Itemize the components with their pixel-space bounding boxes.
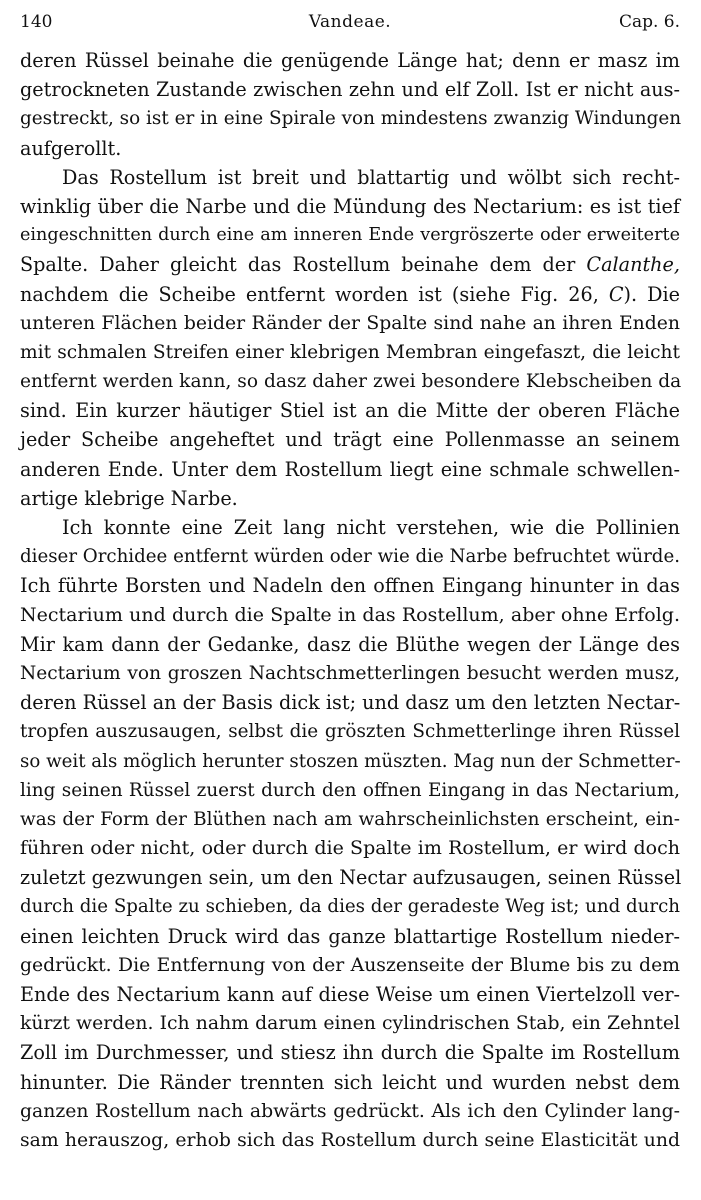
text-line: gestreckt, so ist er in eine Spirale von mindestens zwanzig Windungen [20, 108, 682, 130]
text-line [20, 250, 680, 279]
text-line: entfernt werden kann, so dasz daher zwei besondere Klebscheiben da [20, 371, 682, 393]
text-line: kürzt werden. Ich nahm darum einen cylindrischen Stab, ein Zehntel [20, 1013, 680, 1035]
text-line: aufgerollt. [20, 136, 122, 160]
text-line: getrockneten Zustande zwischen zehn und elf Zoll. Ist er nicht aus- [20, 78, 680, 102]
paragraph-1 [20, 46, 680, 163]
text-line: gedrückt. Die Entfernung von der Auszenseite der Blume bis zu dem [20, 954, 680, 976]
text-line: Das Rostellum ist breit und blattartig und wölbt sich recht- [62, 165, 680, 189]
text-line: Zoll im Durchmesser, und stiesz ihn durch die Spalte im Rostellum [20, 1041, 680, 1065]
text-line: deren Rüssel an der Basis dick ist; und dasz um den letzten Nectar- [20, 691, 681, 715]
text-line: ling seinen Rüssel zuerst durch den offnen Eingang in das Nectarium, [20, 779, 680, 801]
text-line: sam herauszog, erhob sich das Rostellum durch seine Elasticität und [20, 1129, 680, 1151]
text-line: Nectarium und durch die Spalte in das Rostellum, aber ohne Erfolg. [20, 603, 680, 626]
page-header [20, 6, 680, 46]
text-fragment: ). Die [623, 282, 680, 306]
text-line: durch die Spalte zu schieben, da dies der geradeste Weg ist; und durch [20, 896, 680, 918]
text-line: einen leichten Druck wird das ganze blattartige Rostellum nieder- [20, 924, 680, 948]
text-line: unteren Flächen beider Ränder der Spalte sind nahe an ihren Enden [20, 312, 680, 334]
text-line: führen oder nicht, oder durch die Spalte im Rostellum, er wird doch [20, 837, 680, 860]
text-line: tropfen auszusaugen, selbst die gröszten Schmetterlinge ihren Rüssel [20, 721, 680, 743]
text-line: dieser Orchidee entfernt würden oder wie die Narbe befruchtet würde. [20, 546, 680, 568]
italic-genus-calanthe: Calanthe, [586, 253, 680, 277]
running-title: Vandeae. [308, 12, 392, 32]
text-line: Ende des Nectarium kann auf diese Weise um einen Viertelzoll ver- [20, 983, 680, 1006]
text-line: anderen Ende. Unter dem Rostellum liegt eine schmale schwellen- [20, 457, 680, 481]
text-fragment: nachdem die Scheibe entfernt worden ist (siehe Fig. 26, [20, 282, 599, 306]
text-line: eingeschnitten durch eine am inneren Ende vergröszerte oder erweiterte [20, 225, 680, 246]
text-line: sind. Ein kurzer häutiger Stiel ist an die Mitte der oberen Fläche [20, 399, 680, 423]
text-line: so weit als möglich herunter stoszen müszten. Mag nun der Schmetter- [20, 750, 681, 772]
text-line: winklig über die Narbe und die Mündung des Nectarium: es ist tief [20, 194, 680, 218]
text-line: deren Rüssel beinahe die genügende Länge hat; denn er masz im [20, 49, 680, 72]
text-line: Ich konnte eine Zeit lang nicht verstehen, wie die Pollinien [62, 516, 680, 539]
paragraph-3 [20, 513, 680, 1155]
paragraph-2 [20, 163, 680, 513]
text-line: Mir kam dann der Gedanke, dasz die Blüthe wegen der Länge des [20, 632, 680, 656]
text-fragment: Spalte. Daher gleicht das Rostellum beinahe dem der [20, 253, 576, 277]
text-line: artige klebrige Narbe. [20, 486, 238, 510]
text-line: was der Form der Blüthen nach am wahrscheinlichsten erscheint, ein- [20, 808, 680, 830]
text-line: ganzen Rostellum nach abwärts gedrückt. Als ich den Cylinder lang- [20, 1100, 680, 1122]
text-line: jeder Scheibe angeheftet und trägt eine Pollenmasse an seinem [20, 428, 680, 452]
text-line: mit schmalen Streifen einer klebrigen Membran eingefaszt, die leicht [20, 341, 680, 363]
text-line [20, 280, 680, 309]
page-number: 140 [20, 12, 53, 32]
book-page [20, 6, 680, 1155]
text-line: Nectarium von groszen Nachtschmetterlingen besucht werden musz, [20, 662, 680, 684]
italic-figure-ref: C [608, 282, 624, 306]
text-line: zuletzt gezwungen sein, um den Nectar aufzusaugen, seinen Rüssel [20, 866, 682, 890]
text-line: Ich führte Borsten und Nadeln den offnen Eingang hinunter in das [20, 574, 680, 598]
text-line: hinunter. Die Ränder trennten sich leicht und wurden nebst dem [20, 1070, 680, 1094]
chapter-label: Cap. 6. [618, 12, 680, 32]
